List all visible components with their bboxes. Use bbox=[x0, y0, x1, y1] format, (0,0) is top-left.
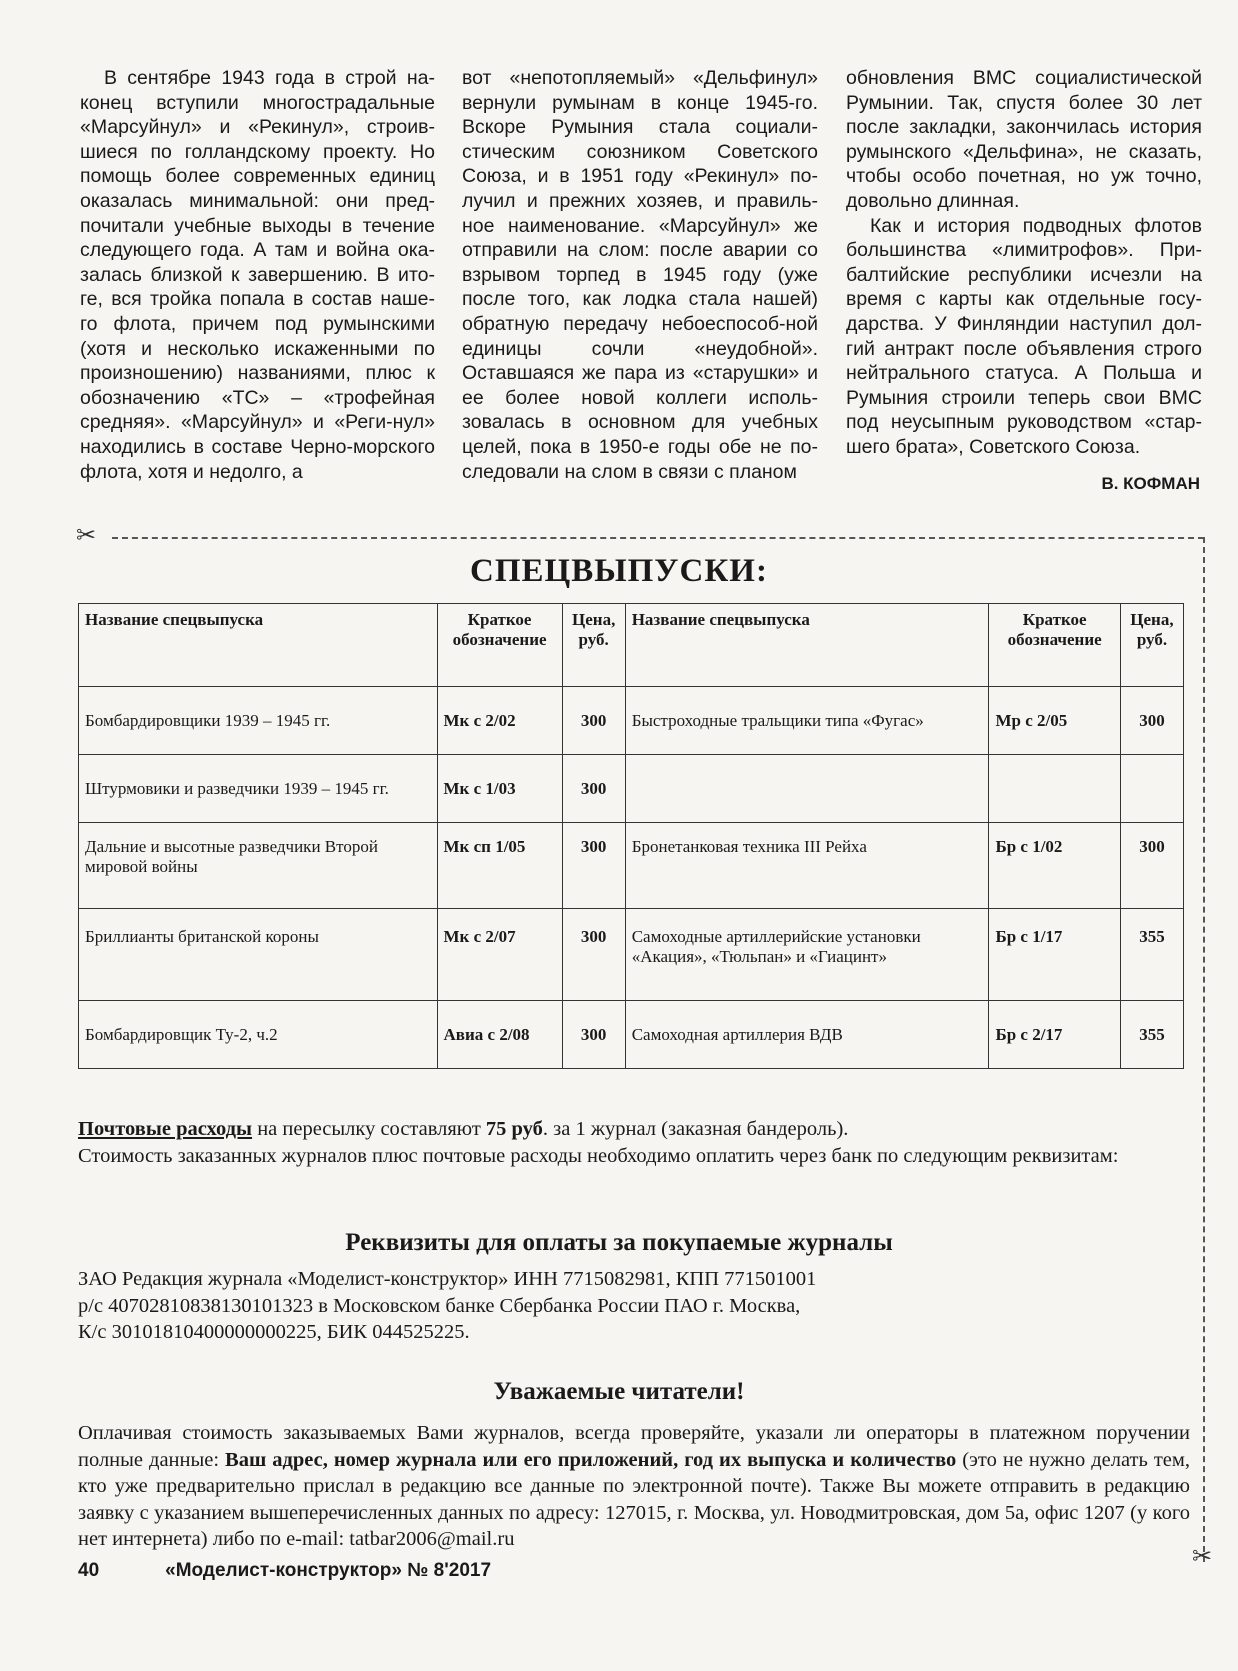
article-paragraph: вот «непотопляемый» «Дельфинул» вернули румынам в конце 1945-го. Вскоре Румыния стала социали-стическим союзником Советского Союза, и в 1951 году «Рекинул» по-лучил и прежних хозяев, и правиль-ное наименование. «Марсуйнул» же отправили на слом: после аварии со взрывом торпед в 1945 году (уже после того, как лодка стала нашей) обратную передачу небоеспособ-ной единицы сочли «неудобной». Оставшаяся же пара из «старушки» и ее более новой коллеги исполь-зовалась в основном для учебных целей, пока в 1950-е годы обе не по-следовали на слом в связи с планом bbox=[462, 67, 818, 483]
issue-price: 300 bbox=[562, 1001, 625, 1069]
postage-text: . за 1 журнал (заказная бандероль). bbox=[542, 1118, 849, 1140]
issue-price: 300 bbox=[1120, 823, 1183, 909]
magazine-issue: «Моделист-конструктор» № 8'2017 bbox=[165, 1560, 492, 1581]
issue-code: Мк с 2/02 bbox=[437, 687, 562, 755]
header-code: Краткое обозначение bbox=[989, 604, 1120, 687]
table-row bbox=[79, 909, 1184, 1001]
table-row bbox=[79, 1001, 1184, 1069]
issue-name: Самоходная артиллерия ВДВ bbox=[625, 1001, 989, 1069]
table-row bbox=[79, 755, 1184, 823]
article-paragraph: Как и история подводных флотов большинства «лимитрофов». При-балтийские республики исчезли на время с карты как отдельные госу-дарства. У Финляндии наступил дол-гий антракт после объявления строго нейтрального статуса. А Польша и Румыния строили теперь свои ВМС под неусыпным руководством «стар-шего брата», Советского Союза. bbox=[846, 214, 1202, 458]
specials-title: СПЕЦВЫПУСКИ: bbox=[470, 553, 768, 589]
issue-price: 355 bbox=[1120, 909, 1183, 1001]
cut-line-vertical bbox=[1203, 537, 1205, 1562]
issue-code: Мк с 1/03 bbox=[437, 755, 562, 823]
requisites-line: К/с 30101810400000000225, БИК 044525225. bbox=[78, 1321, 470, 1343]
readers-emphasis: Ваш адрес, номер журнала или его приложений, год их выпуска и количество bbox=[225, 1448, 957, 1471]
header-price: Цена, руб. bbox=[1120, 604, 1183, 687]
requisites-title: Реквизиты для оплаты за покупаемые журналы bbox=[345, 1229, 893, 1256]
requisites-block bbox=[78, 1266, 1190, 1346]
header-code: Краткое обозначение bbox=[437, 604, 562, 687]
readers-block bbox=[78, 1420, 1190, 1553]
postage-amount: 75 руб bbox=[485, 1118, 543, 1140]
issue-price: 300 bbox=[562, 687, 625, 755]
requisites-line: ЗАО Редакция журнала «Моделист-конструктор» ИНН 7715082981, КПП 771501001 bbox=[78, 1268, 817, 1290]
issue-price: 300 bbox=[1120, 687, 1183, 755]
issue-name bbox=[625, 755, 989, 823]
article-paragraph: обновления ВМС социалистической Румынии. Так, спустя более 30 лет после закладки, закончилась история румынского «Дельфина», не сказать, чтобы особо почетная, но уж точно, довольно длинная. bbox=[846, 67, 1202, 212]
table-row bbox=[79, 823, 1184, 909]
issue-code: Мр с 2/05 bbox=[989, 687, 1120, 755]
postage-payment-text: Стоимость заказанных журналов плюс почтовые расходы необходимо оплатить через банк по следующим реквизитам: bbox=[78, 1144, 1119, 1167]
article-paragraph bbox=[80, 66, 435, 484]
issue-code: Бр с 1/02 bbox=[989, 823, 1120, 909]
page-number: 40 bbox=[78, 1560, 100, 1581]
scissors-icon: ✂ bbox=[1192, 1544, 1213, 1570]
table-row bbox=[79, 687, 1184, 755]
postage-text: на пересылку составляют bbox=[252, 1118, 486, 1140]
postage-label: Почтовые расходы bbox=[78, 1118, 253, 1140]
article-column-2 bbox=[462, 66, 818, 484]
issue-code: Бр с 1/17 bbox=[989, 909, 1120, 1001]
issue-name: Бомбардировщик Ту-2, ч.2 bbox=[79, 1001, 438, 1069]
scissors-icon: ✂ bbox=[76, 523, 97, 549]
article-column-1 bbox=[80, 66, 435, 484]
issue-name: Штурмовики и разведчики 1939 – 1945 гг. bbox=[79, 755, 438, 823]
article-column-3 bbox=[846, 66, 1202, 460]
issue-price: 355 bbox=[1120, 1001, 1183, 1069]
readers-text-part: (это не нужно делать тем, кто уже предварительно прислал в редакцию все данные по электронной почте). Также Вы можете отправить в редакцию заявку с указанием вышеперечисленных данных по адресу: 127015, г. Москва, ул. Новодмитровская, дом 5а, офис 1207 (у кого нет интернета) либо по e-mail: tatbar2006@mail.ru bbox=[78, 1448, 1191, 1550]
issue-name: Бриллианты британской короны bbox=[79, 909, 438, 1001]
cut-line bbox=[112, 537, 1204, 539]
issue-price: 300 bbox=[562, 823, 625, 909]
text-line: конец вступили многострадальные «Марсуйнул» и «Рекинул», строив-шиеся по голландскому проекту. Но помощь более современных единиц оказалась минимальной: они пред-почитали учебные выходы в течение следующего года. А там и война ока-залась близкой к завершению. В ито-ге, вся тройка попала в состав наше-го флота, причем под румынскими (хотя и несколько искаженными по произношению) названиями, плюс к обозначению «ТС» – «трофейная средняя». «Марсуйнул» и «Реги-нул» находились в составе Черно-морского флота, хотя и недолго, а bbox=[80, 91, 435, 483]
header-price: Цена, руб. bbox=[562, 604, 625, 687]
issue-code: Мк с 2/07 bbox=[437, 909, 562, 1001]
readers-text-part: Оплачивая стоимость заказываемых Вами журналов, всегда проверяйте, указали ли операторы в платежном поручении полные данные: bbox=[78, 1422, 1190, 1471]
issue-code bbox=[989, 755, 1120, 823]
issue-code: Бр с 2/17 bbox=[989, 1001, 1120, 1069]
issue-name: Бомбардировщики 1939 – 1945 гг. bbox=[79, 687, 438, 755]
issue-price bbox=[1120, 755, 1183, 823]
requisites-line: р/с 40702810838130101323 в Московском банке Сбербанка России ПАО г. Москва, bbox=[78, 1294, 801, 1317]
issue-name: Бронетанковая техника III Рейха bbox=[625, 823, 989, 909]
readers-title: Уважаемые читатели! bbox=[493, 1378, 745, 1405]
page-footer bbox=[78, 1560, 491, 1582]
text-line: В сентябре 1943 года в строй на- bbox=[104, 67, 435, 89]
issue-code: Авиа с 2/08 bbox=[437, 1001, 562, 1069]
table-header-row bbox=[79, 604, 1184, 687]
issue-name: Дальние и высотные разведчики Второй мировой войны bbox=[79, 823, 438, 909]
specials-table bbox=[78, 603, 1184, 1069]
article-author: В. КОФМАН bbox=[1101, 474, 1200, 493]
issue-code: Мк сп 1/05 bbox=[437, 823, 562, 909]
postage-info bbox=[78, 1116, 1188, 1169]
issue-name: Быстроходные тральщики типа «Фугас» bbox=[625, 687, 989, 755]
readers-text bbox=[78, 1420, 1190, 1553]
postage-line bbox=[78, 1116, 1188, 1143]
issue-price: 300 bbox=[562, 755, 625, 823]
issue-price: 300 bbox=[562, 909, 625, 1001]
header-name: Название спецвыпуска bbox=[625, 604, 989, 687]
header-name: Название спецвыпуска bbox=[79, 604, 438, 687]
issue-name: Самоходные артиллерийские установки «Акация», «Тюльпан» и «Гиацинт» bbox=[625, 909, 989, 1001]
